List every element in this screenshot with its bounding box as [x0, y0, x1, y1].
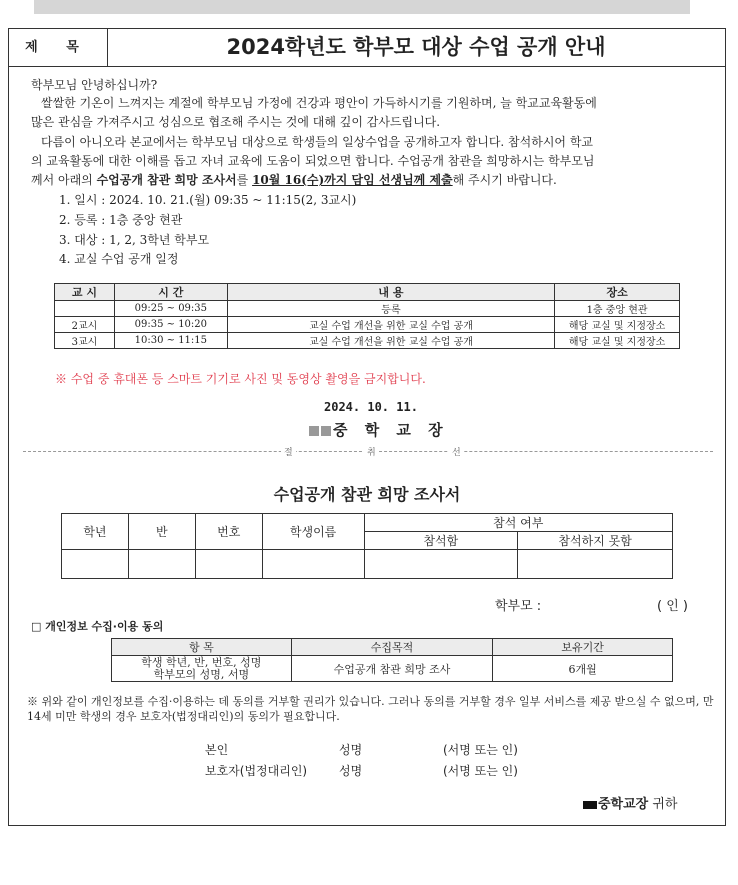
survey-header-class: 반 — [128, 514, 195, 550]
subject-label: 제 목 — [9, 29, 108, 66]
closing-line — [583, 793, 678, 812]
table-cell: 해당 교실 및 지정장소 — [555, 317, 680, 333]
redacted-name-block — [309, 426, 319, 436]
table-cell: 09:35 ~ 10:20 — [114, 317, 227, 333]
table-cell: 1층 중앙 현관 — [555, 301, 680, 317]
survey-header-row — [62, 514, 673, 532]
schedule-header-row — [55, 284, 680, 301]
table-row — [55, 301, 680, 317]
table-cell: 10:30 ~ 11:15 — [114, 333, 227, 349]
redacted-name-block — [583, 801, 597, 809]
title-row — [9, 29, 725, 67]
table-cell: 3교시 — [55, 333, 115, 349]
paragraph-2-line-2: 의 교육활동에 대한 이해를 돕고 자녀 교육에 도움이 되었으면 합니다. 수업공개 참관을 희망하시는 학부모님 — [31, 154, 595, 168]
schedule-header: 장소 — [555, 284, 680, 301]
class-field[interactable] — [128, 550, 195, 579]
survey-title: 수업공개 참관 희망 조사서 — [273, 485, 461, 504]
grade-field[interactable] — [62, 550, 129, 579]
signer-guardian-name[interactable]: 성명 — [339, 764, 363, 778]
survey-header-grade: 학년 — [62, 514, 129, 550]
privacy-header: 보유기간 — [493, 639, 673, 656]
privacy-header-row — [112, 639, 673, 656]
closing-suffix: 귀하 — [652, 797, 678, 812]
table-cell — [55, 301, 115, 317]
table-cell: 등록 — [227, 301, 554, 317]
paragraph-2-line-3 — [31, 172, 557, 188]
info-item-date: 1. 일시 : 2024. 10. 21.(월) 09:35 ~ 11:15(2, 3교시) — [59, 193, 357, 207]
table-cell: 2교시 — [55, 317, 115, 333]
privacy-header: 수집목적 — [291, 639, 493, 656]
document-page — [8, 28, 726, 826]
info-item-registration: 2. 등록 : 1층 중앙 현관 — [59, 213, 183, 227]
student-name-field[interactable] — [262, 550, 364, 579]
redacted-name-block — [321, 426, 331, 436]
privacy-table — [111, 638, 673, 682]
cut-label: 절 — [281, 445, 296, 458]
photo-warning: ※ 수업 중 휴대폰 등 스마트 기기로 사진 및 동영상 촬영을 금지합니다. — [55, 372, 426, 386]
survey-table — [61, 513, 673, 579]
survey-header-number: 번호 — [195, 514, 262, 550]
privacy-purpose: 수업공개 참관 희망 조사 — [291, 656, 493, 682]
paragraph-2-line-1: 다름이 아니오라 본교에서는 학부모님 대상으로 학생들의 일상수업을 공개하고자 합니다. 참석하시어 학교 — [41, 135, 594, 149]
survey-subheader-absent: 참석하지 못함 — [518, 532, 673, 550]
survey-name-bold: 수업공개 참관 희망 조사서 — [96, 173, 237, 187]
table-cell: 09:25 ~ 09:35 — [114, 301, 227, 317]
table-cell: 교실 수업 개선을 위한 교실 수업 공개 — [227, 333, 554, 349]
closing-school: 중학교장 — [598, 797, 649, 812]
survey-input-row — [62, 550, 673, 579]
number-field[interactable] — [195, 550, 262, 579]
attend-checkbox-cell[interactable] — [364, 550, 518, 579]
issue-date: 2024. 10. 11. — [324, 400, 418, 414]
greeting: 학부모님 안녕하십니까? — [31, 78, 158, 92]
signer-self-label: 본인 — [205, 743, 229, 757]
table-cell: 교실 수업 개선을 위한 교실 수업 공개 — [227, 317, 554, 333]
document-title: 2024학년도 학부모 대상 수업 공개 안내 — [226, 35, 606, 59]
privacy-retention: 6개월 — [493, 656, 673, 682]
signer-guardian-sign[interactable]: (서명 또는 인) — [443, 764, 518, 778]
schedule-header: 내 용 — [227, 284, 554, 301]
survey-header-attendance: 참석 여부 — [364, 514, 673, 532]
table-row — [55, 333, 680, 349]
paragraph-1-line-2: 많은 관심을 가져주시고 성심으로 협조해 주시는 것에 대해 깊이 감사드립니다. — [31, 115, 441, 129]
privacy-heading: □ 개인정보 수집·이용 동의 — [31, 620, 164, 633]
privacy-row — [112, 656, 673, 682]
parent-label: 학부모 : — [495, 599, 542, 614]
signer-guardian-label: 보호자(법정대리인) — [205, 764, 308, 778]
p2-pre: 께서 아래의 — [31, 173, 97, 187]
table-cell: 해당 교실 및 지정장소 — [555, 333, 680, 349]
cut-label: 취 — [364, 445, 379, 458]
privacy-notice: ※ 위와 같이 개인정보를 수집·이용하는 데 동의를 거부할 권리가 있습니다. 그러나 동의를 거부할 경우 일부 서비스를 제공 받으실 수 없으며, 만 14세 미만 학생의 경우 보호자(법정대리인)의 동의가 필요합니다. — [27, 695, 714, 723]
p2-mid: 를 — [236, 173, 253, 187]
schedule-header: 시 간 — [114, 284, 227, 301]
top-scrollbar-strip — [34, 0, 690, 14]
principal-title: 중 학 교 장 — [333, 421, 449, 439]
signer-self-name[interactable]: 성명 — [339, 743, 363, 757]
parent-sign-field[interactable]: ( 인 ) — [657, 599, 688, 614]
paragraph-1-line-1: 쌀쌀한 기온이 느껴지는 계절에 학부모님 가정에 건강과 평안이 가득하시기를 기원하며, 늘 학교교육활동에 — [41, 96, 597, 110]
survey-subheader-attend: 참석함 — [364, 532, 518, 550]
absent-checkbox-cell[interactable] — [518, 550, 673, 579]
principal-line — [309, 419, 449, 440]
schedule-header: 교 시 — [55, 284, 115, 301]
info-item-target: 3. 대상 : 1, 2, 3학년 학부모 — [59, 233, 210, 247]
survey-header-name: 학생이름 — [262, 514, 364, 550]
deadline-underlined: 10월 16(수)까지 담임 선생님께 제출 — [252, 173, 453, 187]
p2-post: 해 주시기 바랍니다. — [452, 173, 557, 187]
privacy-header: 항 목 — [112, 639, 292, 656]
cut-label: 선 — [449, 445, 464, 458]
schedule-table — [54, 283, 680, 349]
table-row — [55, 317, 680, 333]
info-item-schedule: 4. 교실 수업 공개 일정 — [59, 252, 179, 266]
signer-self-sign[interactable]: (서명 또는 인) — [443, 743, 518, 757]
privacy-items: 학생 학년, 반, 번호, 성명 학부모의 성명, 서명 — [112, 656, 292, 682]
